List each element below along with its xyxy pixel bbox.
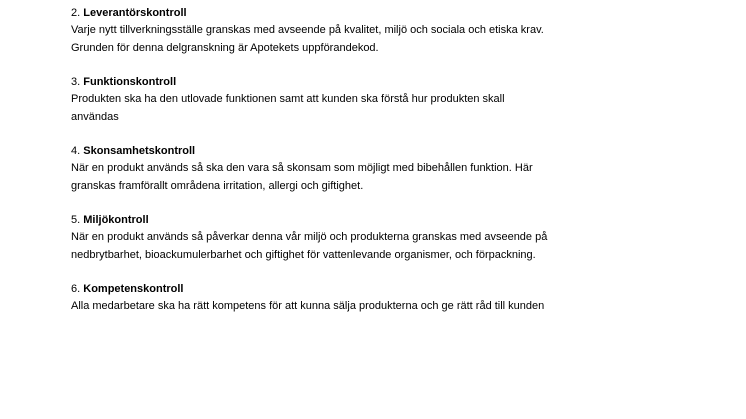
section-funktionskontroll [71,74,691,126]
section-heading [71,281,691,297]
body-line: Alla medarbetare ska ha rätt kompetens för att kunna sälja produkterna och ge rätt råd till kunden [71,300,545,312]
section-body [71,21,691,57]
body-line: granskas framförallt områdena irritation, allergi och giftighet. [71,180,364,192]
body-line: Varje nytt tillverkningsställe granskas med avseende på kvalitet, miljö och sociala och etiska krav. [71,24,544,36]
section-title: Kompetenskontroll [83,283,184,295]
section-title: Miljökontroll [83,214,149,226]
section-heading [71,143,691,159]
body-line: När en produkt används så påverkar denna vår miljö och produkterna granskas med avseende på [71,231,548,243]
body-line: Grunden för denna delgranskning är Apotekets uppförandekod. [71,42,379,54]
section-heading [71,74,691,90]
section-title: Skonsamhetskontroll [83,145,196,157]
body-line: användas [71,111,119,123]
section-skonsamhetskontroll [71,143,691,195]
section-title: Funktionskontroll [83,76,177,88]
section-number: 3. [71,76,81,88]
section-number: 6. [71,283,81,295]
section-title: Leverantörskontroll [83,7,187,19]
section-kompetenskontroll [71,281,691,315]
section-body [71,228,691,264]
body-line: nedbrytbarhet, bioackumulerbarhet och giftighet för vattenlevande organismer, och förpackning. [71,249,536,261]
body-line: När en produkt används så ska den vara så skonsam som möjligt med bibehållen funktion. Här [71,162,533,174]
section-number: 5. [71,214,81,226]
control-sections [71,5,691,332]
section-body [71,90,691,126]
section-number: 2. [71,7,81,19]
body-line: Produkten ska ha den utlovade funktionen samt att kunden ska förstå hur produkten skall [71,93,505,105]
section-miljokontroll [71,212,691,264]
section-heading [71,5,691,21]
section-leverantorskontroll [71,5,691,57]
section-body [71,159,691,195]
section-heading [71,212,691,228]
section-body [71,297,691,315]
section-number: 4. [71,145,81,157]
